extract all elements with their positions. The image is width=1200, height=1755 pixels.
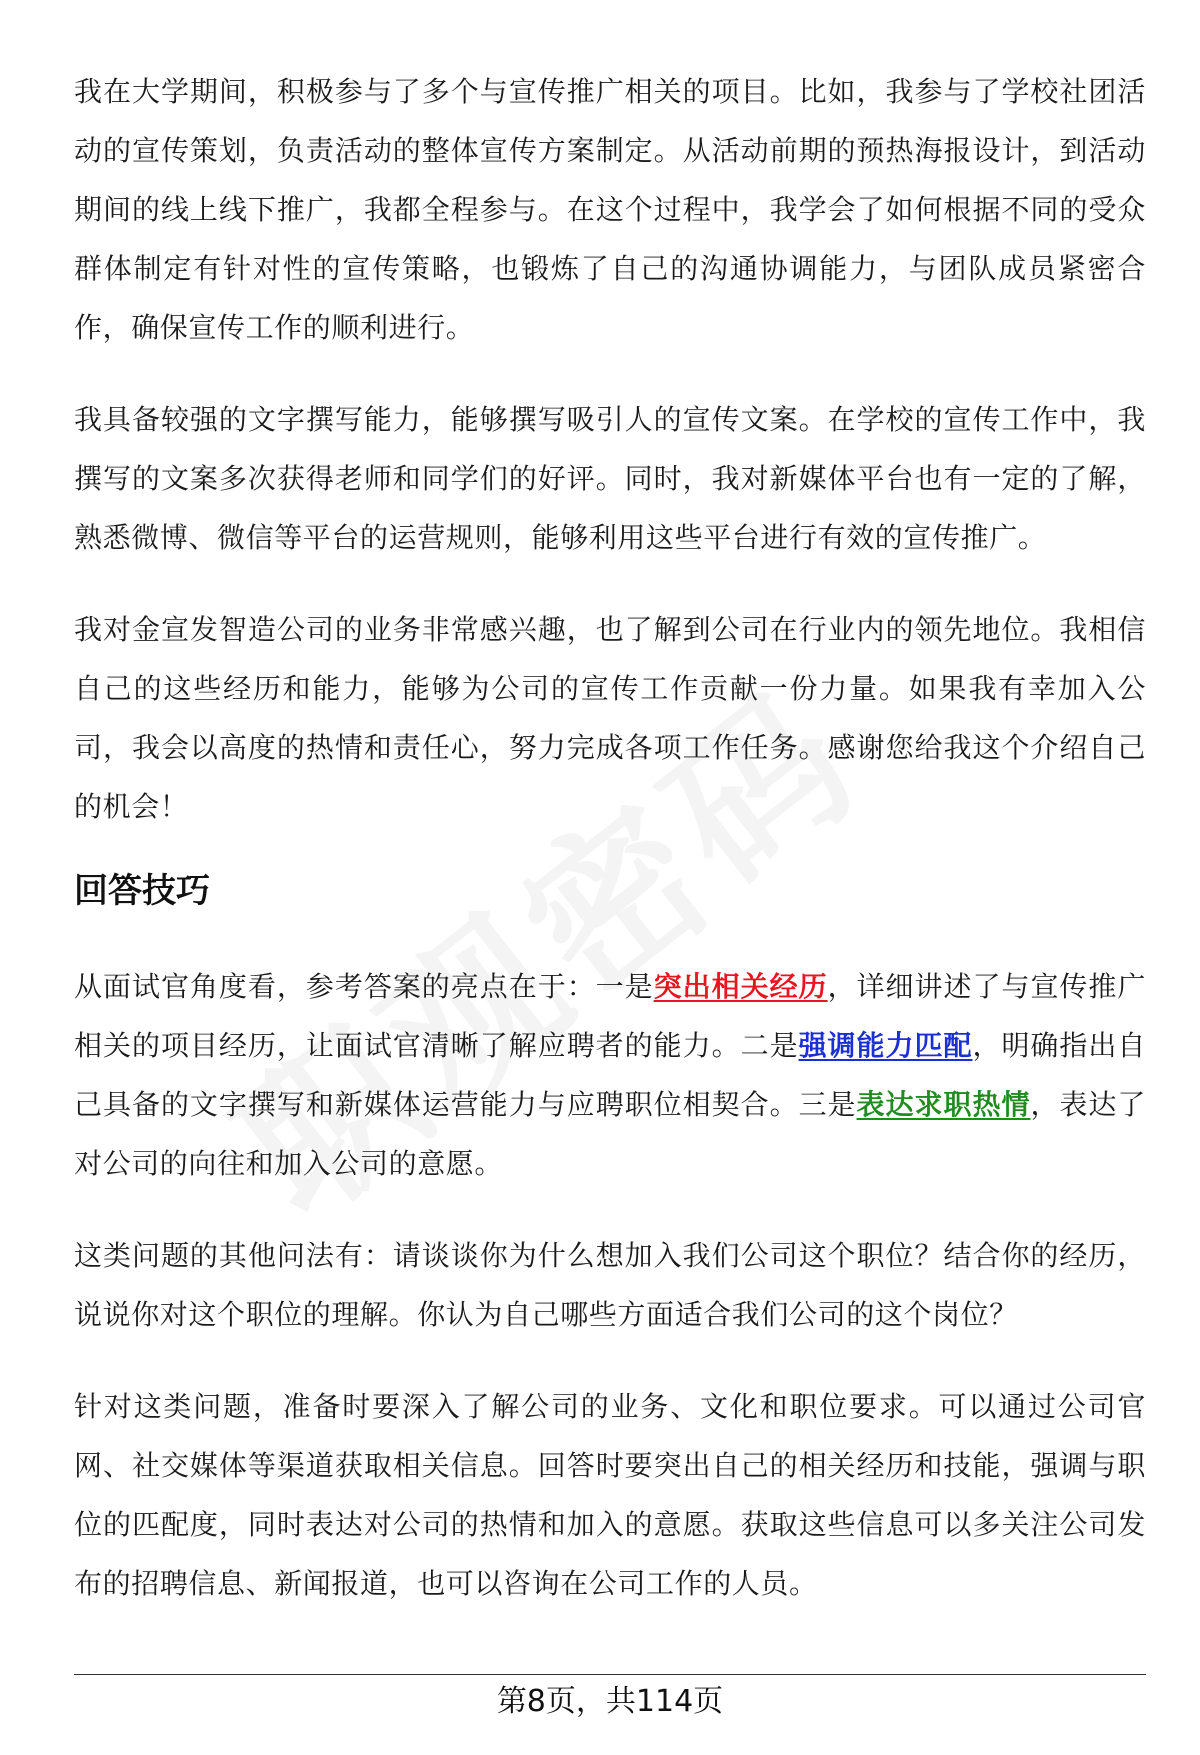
highlight-ability-match: 强调能力匹配 (798, 1029, 973, 1062)
body-paragraph-3: 我对金宣发智造公司的业务非常感兴趣，也了解到公司在行业内的领先地位。我相信自己的这些经历和能力，能够为公司的宣传工作贡献一份力量。如果我有幸加入公司，我会以高度的热情和责任心，努力完成各项工作任务。感谢您给我这个介绍自己的机会！ (74, 613, 1146, 823)
document-page (74, 62, 1146, 1646)
page-number: 第8页，共114页 (496, 1684, 724, 1719)
tips-paragraph-3: 针对这类问题，准备时要深入了解公司的业务、文化和职位要求。可以通过公司官网、社交媒体等渠道获取相关信息。回答时要突出自己的相关经历和技能，强调与职位的匹配度，同时表达对公司的热情和加入的意愿。获取这些信息可以多关注公司发布的招聘信息、新闻报道，也可以咨询在公司工作的人员。 (74, 1390, 1146, 1600)
tips-paragraph-1 (74, 957, 1146, 1193)
tips-paragraph-2: 这类问题的其他问法有：请谈谈你为什么想加入我们公司这个职位？结合你的经历，说说你对这个职位的理解。你认为自己哪些方面适合我们公司的这个岗位？ (74, 1239, 1146, 1331)
tips-text-c: ，明确指出自己具备的文字撰写和新媒体运营能力与应聘职位相契合。三是 (74, 1029, 1146, 1121)
tips-text-b: ，详细讲述了与宣传推广相关的项目经历，让面试官清晰了解应聘者的能力。二是 (74, 970, 1146, 1062)
body-paragraph-2: 我具备较强的文字撰写能力，能够撰写吸引人的宣传文案。在学校的宣传工作中，我撰写的文案多次获得老师和同学们的好评。同时，我对新媒体平台也有一定的了解，熟悉微博、微信等平台的运营规则，能够利用这些平台进行有效的宣传推广。 (74, 403, 1146, 554)
highlight-job-enthusiasm: 表达求职热情 (856, 1088, 1031, 1121)
section-title-answer-tips: 回答技巧 (74, 871, 210, 911)
footer-divider (74, 1674, 1146, 1675)
tips-text-d: ，表达了对公司的向往和加入公司的意愿。 (74, 1088, 1147, 1180)
tips-text-a: 从面试官角度看，参考答案的亮点在于：一是 (74, 970, 654, 1003)
body-paragraph-1: 我在大学期间，积极参与了多个与宣传推广相关的项目。比如，我参与了学校社团活动的宣传策划，负责活动的整体宣传方案制定。从活动前期的预热海报设计，到活动期间的线上线下推广，我都全程参与。在这个过程中，我学会了如何根据不同的受众群体制定有针对性的宣传策略，也锻炼了自己的沟通协调能力，与团队成员紧密合作，确保宣传工作的顺利进行。 (74, 75, 1146, 344)
highlight-relevant-experience: 突出相关经历 (653, 970, 828, 1003)
